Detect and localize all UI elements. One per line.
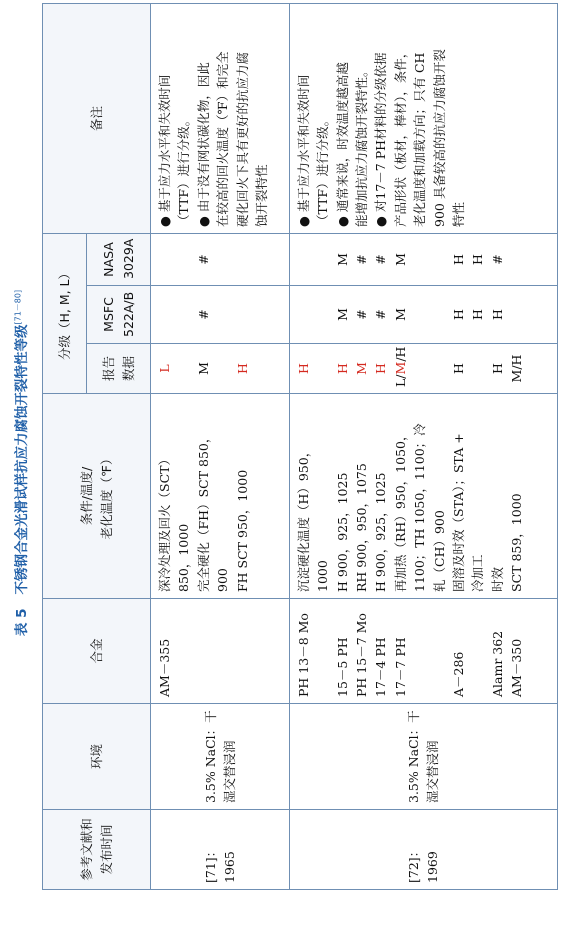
nasa-grade: # xyxy=(195,254,211,265)
cell-notes xyxy=(289,3,557,233)
condition-line: 轧（CH）900 xyxy=(431,510,447,592)
cell-notes xyxy=(151,3,290,233)
report-grade-part: H xyxy=(392,346,408,358)
table-container xyxy=(42,4,558,890)
environment-line: 湿交替浸润 xyxy=(425,740,441,803)
cell-msfc-grade xyxy=(289,286,557,344)
nasa-grade xyxy=(155,240,174,279)
condition-line: 冷加工 xyxy=(470,554,486,592)
cell-reference xyxy=(151,810,290,890)
nasa-grade xyxy=(174,240,193,279)
condition-line: H 900，925，1025 xyxy=(373,472,389,592)
report-grade: M xyxy=(195,362,211,375)
condition-line: 时效 xyxy=(489,566,505,592)
nasa-grade xyxy=(430,240,449,279)
header-report: 报告数据 xyxy=(87,344,151,394)
alloy-line xyxy=(468,605,487,697)
table-row xyxy=(151,3,290,889)
nasa-grade xyxy=(294,240,313,279)
cell-alloy xyxy=(289,599,557,704)
alloy-line: PH 13－8 Mo xyxy=(295,613,311,697)
nasa-grade xyxy=(313,240,332,279)
report-grade: H xyxy=(334,363,350,374)
alloy-line: AM－350 xyxy=(509,638,525,697)
header-alloy: 合金 xyxy=(43,599,151,704)
condition-line: 深冷处理及回火（SCT） xyxy=(157,453,172,592)
header-notes: 备注 xyxy=(43,3,151,233)
report-grade: M/H xyxy=(509,354,525,383)
header-env: 环境 xyxy=(43,704,151,810)
condition-line: H 900，925，1025 xyxy=(334,472,350,592)
report-grade xyxy=(313,350,332,387)
nasa-grade: # xyxy=(373,254,389,265)
cell-environment xyxy=(289,704,557,810)
condition-line: 850，1000 xyxy=(176,523,192,592)
msfc-grade xyxy=(174,292,193,337)
cell-environment xyxy=(151,704,290,810)
environment-line: 湿交替浸润 xyxy=(221,740,237,803)
caption-ref: [71－80] xyxy=(13,289,23,325)
msfc-grade: H xyxy=(470,309,486,320)
header-grade: 分级（H, M, L） xyxy=(43,233,87,393)
alloy-line xyxy=(313,605,332,697)
cell-conditions xyxy=(289,394,557,599)
alloy-line: PH 15－7 Mo xyxy=(354,613,370,697)
report-grade xyxy=(410,350,429,387)
msfc-grade xyxy=(213,292,232,337)
cell-report-grade xyxy=(151,344,290,394)
msfc-grade: M xyxy=(392,308,408,321)
table-caption xyxy=(0,0,40,926)
msfc-grade xyxy=(313,292,332,337)
nasa-grade: H xyxy=(451,254,467,265)
report-grade-part: M xyxy=(392,361,408,375)
note-line: ● 由于没有网状碳化物，因此 xyxy=(195,62,211,227)
report-grade: M xyxy=(354,362,370,375)
nasa-grade xyxy=(507,240,526,279)
header-conditions xyxy=(43,394,151,599)
report-grade: H xyxy=(373,363,389,374)
report-grade: H xyxy=(234,363,250,374)
cell-alloy xyxy=(151,599,290,704)
condition-line: 再加热（RH）950，1050， xyxy=(392,428,408,592)
cell-msfc-grade xyxy=(151,286,290,344)
note-line: 900 具备较高的抗应力腐蚀开裂 xyxy=(431,49,447,227)
note-line: 产品形状（板材，棒材），条件， xyxy=(392,45,408,227)
reference-text: [72]：1969 xyxy=(406,844,441,883)
report-grade: H xyxy=(451,363,467,374)
environment-line: 3.5% NaCl：干 xyxy=(406,710,422,803)
report-grade xyxy=(174,350,193,387)
nasa-grade: H xyxy=(470,254,486,265)
msfc-grade: # xyxy=(373,309,389,320)
note-line: ● 基于应力水平和失效时间 xyxy=(295,74,311,227)
msfc-grade: # xyxy=(195,309,211,320)
report-grade xyxy=(213,350,232,387)
note-line: 蚀开裂特性 xyxy=(253,164,269,227)
note-line: 能增加抗应力腐蚀开裂特性。 xyxy=(354,64,370,227)
alloy-line xyxy=(410,605,429,697)
caption-number: 表 5 xyxy=(14,608,30,637)
nasa-grade: M xyxy=(334,253,350,266)
caption-title: 不锈钢合金光滑试样抗应力腐蚀开裂特性等级 xyxy=(14,324,30,595)
cell-report-grade xyxy=(289,344,557,394)
nasa-grade: # xyxy=(489,254,505,265)
sccr-table xyxy=(42,3,558,890)
note-line: ● 对17－7 PH材料的分级依据 xyxy=(373,52,389,227)
condition-line: 1000 xyxy=(315,560,331,592)
header-nasa: NASA 3029A xyxy=(87,233,151,285)
msfc-grade xyxy=(410,292,429,337)
report-grade: H xyxy=(489,363,505,374)
note-line: ● 通常来说，时效温度越高越 xyxy=(334,62,350,227)
header-msfc: MSFC 522A/B xyxy=(87,286,151,344)
alloy-line: 15－5 PH xyxy=(334,637,350,697)
alloy-line xyxy=(430,605,449,697)
condition-line: 完全硬化（FH）SCT 850， xyxy=(195,430,211,592)
nasa-grade: M xyxy=(392,253,408,266)
note-line: 老化温度和加载方向；只有 CH xyxy=(412,52,428,227)
condition-line: SCT 859，1000 xyxy=(509,493,525,592)
msfc-grade xyxy=(155,292,174,337)
nasa-grade: # xyxy=(354,254,370,265)
environment-line: 3.5% NaCl：干 xyxy=(202,710,218,803)
header-conditions-line1: 条件/温度/ xyxy=(79,466,95,526)
note-line: （TTF）进行分级。 xyxy=(176,113,192,227)
nasa-grade xyxy=(233,240,252,279)
report-grade: H xyxy=(295,363,311,374)
note-line: （TTF）进行分级。 xyxy=(315,113,331,227)
nasa-grade xyxy=(410,240,429,279)
cell-nasa-grade xyxy=(289,233,557,285)
reference-text: [71]：1965 xyxy=(202,844,237,883)
note-line: ● 基于应力水平和失效时间 xyxy=(157,74,172,227)
msfc-grade xyxy=(294,292,313,337)
report-grade xyxy=(430,350,449,387)
msfc-grade: M xyxy=(334,308,350,321)
note-line: 在较高的回火温度（℉）和完全 xyxy=(215,51,231,227)
msfc-grade: H xyxy=(489,309,505,320)
cell-reference xyxy=(289,810,557,890)
alloy-line: Alamr 362 xyxy=(489,630,505,697)
condition-line: 1100；TH 1050，1100；冷 xyxy=(412,423,428,592)
header-conditions-line2: 老化温度（℉） xyxy=(98,452,114,540)
cell-nasa-grade xyxy=(151,233,290,285)
alloy-line: A－286 xyxy=(451,651,467,697)
alloy-line: 17－4 PH xyxy=(373,637,389,697)
condition-line: FH SCT 950，1000 xyxy=(234,469,250,592)
condition-line: RH 900，950，1075 xyxy=(354,463,370,592)
msfc-grade xyxy=(430,292,449,337)
report-grade: L xyxy=(157,364,172,373)
condition-line: 900 xyxy=(215,568,231,592)
condition-line: 沉淀硬化温度（H）950， xyxy=(295,444,311,592)
header-ref: 参考文献和发布时间 xyxy=(43,810,151,890)
table-body xyxy=(151,3,558,889)
note-line: 特性 xyxy=(450,201,466,227)
condition-line: 固溶及时效（STA）；STA + xyxy=(451,433,467,592)
msfc-grade xyxy=(233,292,252,337)
report-grade xyxy=(468,350,487,387)
alloy-line: 17－7 PH xyxy=(392,637,408,697)
nasa-grade xyxy=(213,240,232,279)
report-grade-part: L xyxy=(392,378,408,387)
cell-conditions xyxy=(151,394,290,599)
msfc-grade: H xyxy=(451,309,467,320)
alloy-line: AM－355 xyxy=(157,638,172,697)
note-line: 硬化回火下具有更好的抗应力腐 xyxy=(234,51,250,227)
msfc-grade xyxy=(507,292,526,337)
msfc-grade: # xyxy=(354,309,370,320)
table-row xyxy=(289,3,557,889)
report-grade: L/M/H xyxy=(392,346,408,387)
